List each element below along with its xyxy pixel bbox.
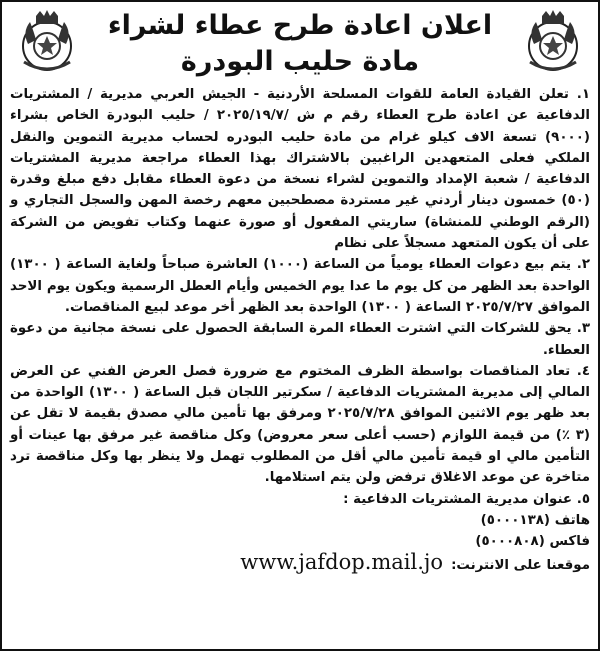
jordan-armed-forces-emblem-icon: [14, 10, 80, 76]
announcement-title: اعلان اعادة طرح عطاء لشراء: [107, 10, 493, 41]
website-label: موقعنا على الانترنت:: [451, 557, 590, 573]
announcement-subtitle: مادة حليب البودرة: [180, 46, 420, 77]
paragraph-1: ١. تعلن القيادة العامة للقوات المسلحة الأردنية - الجيش العربي مديرية / المشتريات الدفاعية عن اعادة طرح العطاء رقم م ش /٢٠٢٥/١٩/٧ / حليب البودرة الخاص بشراء (٩٠٠٠) تسعة الاف كيلو غرام من مادة حليب البودره لحساب مديرية التموين والنقل الملكي فعلى المتعهدين الراغبين بالاشتراك بهذا العطاء مراجعة مديرية المشتريات الدفاعية / شعبة الإمداد والتموين لشراء نسخة من دعوة العطاء مقابل دفع مبلغ وقدرة (٥٠) خمسون دينار أردني غير مستردة مصطحبين معهم رخصة المهن والسجل التجاري و (الرقم الوطني للمنشاة) ساريتي المفعول أو صورة عنهما وكتاب تفويض من الشركة على أن يكون المتعهد مسجلاً على نظام: [10, 87, 591, 252]
website-link[interactable]: www.jafdop.mail.jo: [240, 549, 444, 574]
header: [10, 6, 590, 84]
website-row: [10, 549, 590, 576]
jordan-armed-forces-emblem-icon: [520, 10, 586, 76]
address-heading: ٥. عنوان مديرية المشتريات الدفاعية :: [343, 491, 590, 507]
paragraph-3: ٣. يحق للشركات التي اشترت العطاء المرة السابقة الحصول على نسخة مجانية من دعوة العطاء.: [10, 321, 590, 358]
fax-number: فاكس (٥٠٠٠٨٠٨): [475, 533, 590, 549]
announcement-body: [10, 84, 590, 489]
contact-section: [10, 489, 590, 576]
phone-number: هاتف (٥٠٠٠١٣٨): [480, 512, 590, 528]
paragraph-2: ٢. يتم بيع دعوات العطاء يومياً من الساعة (١٠٠٠) العاشرة صباحاً ولغاية الساعة ( ١٣٠٠) الواحدة بعد الظهر من كل يوم ما عدا يوم الخميس وأيام العطل الرسمية ويكون يوم الاحد الموافق ٢٠٢٥/٧/٢٧ الساعة ( ١٣٠٠) الواحدة بعد الظهر أخر موعد لبيع المناقصات.: [10, 257, 590, 315]
paragraph-4: ٤. تعاد المناقصات بواسطة الظرف المختوم مع ضرورة فصل العرض الفني عن العرض المالي إلى مديرية المشتريات الدفاعية / سكرتير اللجان قبل الساعة ( ١٣٠٠) الواحدة من بعد ظهر يوم الاثنين الموافق ٢٠٢٥/٧/٢٨ ومرفق بها تأمين مالي مصدق بقيمة لا تقل عن (٣ ٪) من قيمة اللوازم (حسب أعلى سعر معروض) وكل مناقصة غير مرفق بها عينات أو التأمين مالي او قيمة تأمين مالي أقل من المطلوب تهمل ولا ينظر بها وكل مناقصة ترد متاخرة عن موعد الاغلاق ترفض ولن يتم استلامها.: [10, 363, 590, 486]
